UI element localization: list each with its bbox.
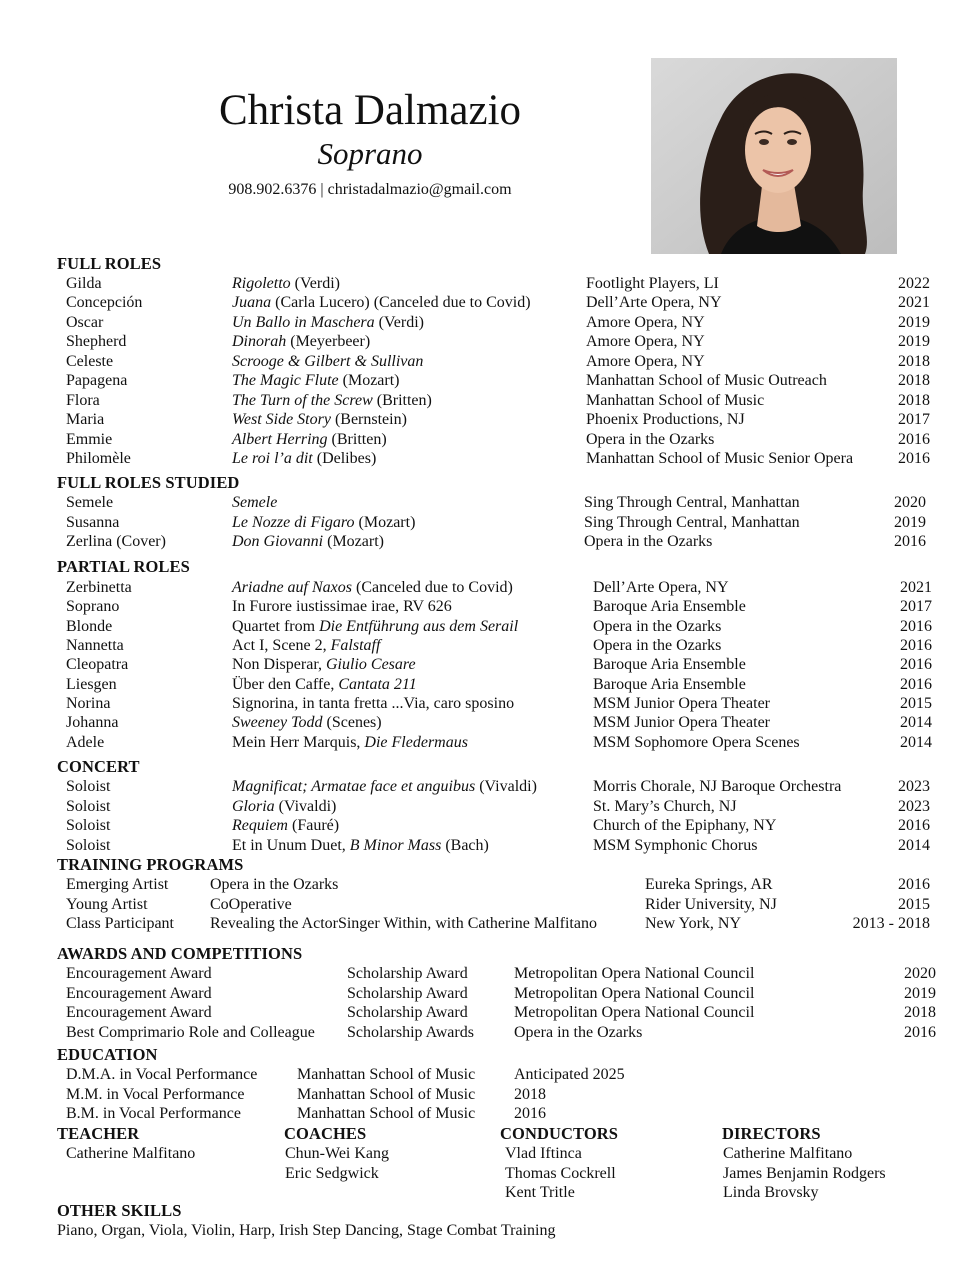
work-prefix: Mein Herr Marquis, (232, 733, 365, 751)
company-name: Amore Opera, NY (586, 313, 705, 331)
table-row (0, 1023, 980, 1043)
award-type: Scholarship Award (347, 1004, 468, 1021)
work-title (232, 410, 407, 430)
company-name: Church of the Epiphany, NY (593, 817, 777, 834)
company-name: Amore Opera, NY (586, 352, 705, 370)
other-skills-text: Piano, Organ, Viola, Violin, Harp, Irish Step Dancing, Stage Combat Training (57, 1222, 556, 1239)
year: 2016 (900, 675, 932, 693)
work-name: Gloria (232, 797, 275, 815)
performer-name: Christa Dalmazio (218, 87, 522, 134)
table-row (0, 430, 980, 450)
director-name: Linda Brovsky (723, 1184, 819, 1201)
year: 2019 (898, 313, 930, 331)
table-row (0, 675, 980, 695)
program-role: Young Artist (66, 895, 148, 913)
work-title (232, 777, 537, 797)
work-name: Semele (232, 494, 278, 511)
program-name: CoOperative (210, 895, 292, 913)
company-name: St. Mary’s Church, NJ (593, 797, 737, 815)
table-row (0, 332, 980, 352)
program-location: Eureka Springs, AR (645, 876, 773, 893)
year: 2016 (900, 617, 932, 635)
work-name: Juana (232, 294, 272, 312)
role-name: Oscar (66, 313, 104, 331)
work-title (232, 655, 416, 675)
school-name: Manhattan School of Music (297, 1085, 476, 1103)
work-title (232, 578, 513, 598)
work-name: Rigoletto (232, 275, 291, 292)
table-row (0, 694, 980, 714)
company-name: Opera in the Ozarks (593, 617, 722, 635)
role-name: Blonde (66, 617, 113, 635)
work-name: Ariadne auf Naxos (232, 579, 352, 596)
work-prefix: Non Disperar, (232, 656, 326, 674)
role-name: Philomèle (66, 450, 131, 468)
table-row (0, 964, 980, 984)
section-title-education: EDUCATION (57, 1045, 158, 1064)
year: 2023 (898, 778, 930, 795)
directors-list (723, 1144, 886, 1203)
award-name: Best Comprimario Role and Colleague (66, 1023, 315, 1041)
work-note: (Fauré) (287, 817, 340, 834)
year: 2016 (900, 637, 932, 655)
year: 2014 (900, 733, 932, 751)
work-name: Scrooge & Gilbert & Sullivan (232, 352, 424, 370)
year: 2016 (904, 1023, 936, 1041)
work-title (232, 797, 336, 817)
table-row (0, 597, 980, 617)
award-name: Encouragement Award (66, 1004, 212, 1021)
company-name: Footlight Players, LI (586, 275, 719, 292)
work-title (232, 532, 384, 552)
work-title (232, 617, 518, 637)
work-note: (Bach) (441, 836, 489, 854)
year: 2016 (898, 876, 930, 893)
section-title-other-skills: OTHER SKILLS (57, 1201, 182, 1220)
award-type: Scholarship Awards (347, 1023, 474, 1041)
year: 2018 (898, 391, 930, 409)
work-prefix: Signorina, in tanta fretta ...Via, caro sposino (232, 695, 515, 713)
work-name: B Minor Mass (349, 836, 442, 854)
year: 2015 (900, 695, 932, 713)
role-name: Celeste (66, 352, 114, 370)
work-prefix: Quartet from (232, 617, 320, 635)
work-name: Giulio Cesare (326, 656, 416, 674)
company-name: Amore Opera, NY (586, 333, 705, 351)
work-note: (Britten) (372, 391, 432, 409)
company-name: MSM Junior Opera Theater (593, 714, 770, 732)
company-name: Baroque Aria Ensemble (593, 656, 746, 674)
role-name: Norina (66, 695, 111, 713)
work-title (232, 636, 380, 656)
year: 2018 (898, 352, 930, 370)
award-type: Scholarship Award (347, 984, 468, 1002)
company-name: MSM Symphonic Chorus (593, 836, 758, 854)
year: 2016 (894, 533, 926, 550)
year: 2019 (894, 513, 926, 531)
table-row (0, 733, 980, 753)
year: 2016 (898, 450, 930, 468)
company-name: Manhattan School of Music Outreach (586, 372, 827, 390)
company-name: Phoenix Productions, NJ (586, 411, 745, 429)
contact-info: 908.902.6376 | christadalmazio@gmail.com (228, 181, 512, 198)
work-note: (Scenes) (322, 714, 382, 732)
work-title (232, 313, 424, 333)
degree-name: B.M. in Vocal Performance (66, 1105, 241, 1122)
work-name: Cantata 211 (338, 675, 417, 693)
award-type: Scholarship Award (347, 965, 468, 982)
coach-name: Eric Sedgwick (285, 1164, 379, 1182)
work-note: (Vivaldi) (274, 797, 337, 815)
table-row (0, 532, 980, 552)
award-organization: Metropolitan Opera National Council (514, 1004, 755, 1021)
year: 2022 (898, 275, 930, 292)
section-title-partial-roles: PARTIAL ROLES (57, 557, 190, 576)
year: 2019 (904, 984, 936, 1002)
work-name: Magnificat; Armatae face et anguibus (232, 778, 476, 795)
year: 2023 (898, 797, 930, 815)
table-row (0, 636, 980, 656)
work-name: Requiem (232, 817, 288, 834)
program-role: Class Participant (66, 915, 174, 932)
teacher-name: Catherine Malfitano (66, 1145, 196, 1162)
role-name: Soprano (66, 598, 120, 616)
work-title (232, 332, 370, 352)
program-role: Emerging Artist (66, 876, 169, 893)
role-name: Emmie (66, 430, 113, 448)
year: 2017 (898, 411, 930, 429)
table-row (0, 1065, 980, 1085)
work-title (232, 513, 415, 533)
work-name: Die Fledermaus (364, 733, 468, 751)
table-row (0, 777, 980, 797)
role-name: Gilda (66, 275, 102, 292)
work-title (232, 675, 417, 695)
company-name: Manhattan School of Music Senior Opera (586, 450, 854, 468)
voice-type: Soprano (317, 136, 423, 171)
year: 2021 (900, 579, 932, 596)
degree-name: D.M.A. in Vocal Performance (66, 1066, 258, 1083)
program-location: Rider University, NJ (645, 895, 777, 913)
work-note: (Carla Lucero) (Canceled due to Covid) (271, 294, 531, 312)
work-title (232, 391, 432, 411)
work-name: Dinorah (232, 333, 287, 351)
role-name: Semele (66, 494, 114, 511)
work-prefix: In Furore iustissimae irae, RV 626 (232, 598, 452, 616)
section-title-directors: DIRECTORS (722, 1124, 821, 1143)
work-name: Die Entführung aus dem Serail (319, 617, 519, 635)
table-row (0, 1085, 980, 1105)
company-name: MSM Junior Opera Theater (593, 695, 770, 713)
conductors-list (505, 1144, 616, 1203)
work-title (232, 493, 277, 513)
year: 2016 (898, 430, 930, 448)
year: 2014 (898, 836, 930, 854)
work-note: (Britten) (327, 430, 387, 448)
work-name: Don Giovanni (232, 533, 324, 550)
work-note: (Mozart) (354, 513, 416, 531)
role-name: Zerlina (Cover) (66, 533, 166, 550)
role-name: Nannetta (66, 637, 124, 655)
work-note: (Delibes) (312, 450, 377, 468)
company-name: Opera in the Ozarks (586, 430, 715, 448)
role-name: Maria (66, 411, 105, 429)
work-name: Le Nozze di Figaro (232, 513, 355, 531)
work-title (232, 733, 468, 753)
table-row (0, 293, 980, 313)
work-title (232, 449, 376, 469)
work-name: West Side Story (232, 411, 331, 429)
work-prefix: Et in Unum Duet, (232, 836, 350, 854)
company-name: MSM Sophomore Opera Scenes (593, 733, 800, 751)
program-name: Opera in the Ozarks (210, 876, 339, 893)
role-name: Liesgen (66, 675, 117, 693)
year: 2017 (900, 598, 932, 616)
work-name: The Turn of the Screw (232, 391, 373, 409)
degree-year: 2018 (514, 1085, 546, 1103)
role-name: Cleopatra (66, 656, 129, 674)
work-title (232, 816, 339, 836)
role-name: Soloist (66, 797, 111, 815)
table-row (0, 578, 980, 598)
table-row (0, 1003, 980, 1023)
school-name: Manhattan School of Music (297, 1066, 476, 1083)
degree-name: M.M. in Vocal Performance (66, 1085, 245, 1103)
work-note: (Vivaldi) (475, 778, 537, 795)
section-title-concert: CONCERT (57, 757, 140, 776)
work-note: (Mozart) (323, 533, 384, 550)
role-name: Shepherd (66, 333, 127, 351)
table-row (0, 371, 980, 391)
teacher-list (66, 1144, 195, 1164)
table-row (0, 410, 980, 430)
work-title (232, 694, 514, 714)
role-name: Concepción (66, 294, 143, 312)
conductor-name: Kent Tritle (505, 1184, 575, 1201)
work-note: (Mozart) (338, 372, 400, 390)
table-row (0, 895, 980, 915)
director-name: Catherine Malfitano (723, 1145, 853, 1162)
table-row (0, 352, 980, 372)
table-row (0, 797, 980, 817)
director-name: James Benjamin Rodgers (723, 1164, 886, 1182)
table-row (0, 493, 980, 513)
work-title (232, 597, 452, 617)
role-name: Adele (66, 733, 105, 751)
company-name: Dell’Arte Opera, NY (586, 294, 722, 312)
award-organization: Opera in the Ozarks (514, 1023, 643, 1041)
work-title (232, 274, 340, 294)
work-name: Un Ballo in Maschera (232, 313, 375, 331)
work-note: (Verdi) (290, 275, 340, 292)
table-row (0, 713, 980, 733)
role-name: Susanna (66, 513, 120, 531)
section-title-conductors: CONDUCTORS (500, 1124, 619, 1143)
work-title (232, 430, 387, 450)
section-title-coaches: COACHES (284, 1124, 367, 1143)
coaches-list (285, 1144, 389, 1183)
year: 2021 (898, 294, 930, 312)
award-name: Encouragement Award (66, 965, 212, 982)
coach-name: Chun-Wei Kang (285, 1145, 390, 1162)
role-name: Flora (66, 391, 100, 409)
year: 2016 (898, 817, 930, 834)
table-row (0, 513, 980, 533)
section-title-full-roles-studied: FULL ROLES STUDIED (57, 473, 240, 492)
year: 2016 (900, 656, 932, 674)
role-name: Zerbinetta (66, 579, 132, 596)
table-row (0, 875, 980, 895)
program-location: New York, NY (645, 915, 742, 932)
section-title-teacher: TEACHER (57, 1124, 140, 1143)
work-prefix: Act I, Scene 2, (232, 637, 331, 655)
company-name: Baroque Aria Ensemble (593, 598, 746, 616)
year: 2018 (898, 372, 930, 390)
table-row (0, 1104, 980, 1124)
company-name: Manhattan School of Music (586, 391, 765, 409)
company-name: Sing Through Central, Manhattan (584, 513, 800, 531)
table-row (0, 391, 980, 411)
table-row (0, 655, 980, 675)
work-title (232, 352, 423, 372)
company-name: Opera in the Ozarks (593, 637, 722, 655)
work-title (232, 713, 382, 733)
table-row (0, 274, 980, 294)
table-row (0, 984, 980, 1004)
work-note: (Meyerbeer) (286, 333, 371, 351)
year: 2014 (900, 714, 932, 732)
award-organization: Metropolitan Opera National Council (514, 984, 755, 1002)
company-name: Baroque Aria Ensemble (593, 675, 746, 693)
table-row (0, 617, 980, 637)
program-name: Revealing the ActorSinger Within, with Catherine Malfitano (210, 915, 597, 932)
work-title (232, 371, 400, 391)
year: 2020 (904, 965, 936, 982)
table-row (0, 836, 980, 856)
company-name: Opera in the Ozarks (584, 533, 713, 550)
section-title-training: TRAINING PROGRAMS (57, 855, 244, 874)
table-row (0, 313, 980, 333)
headshot-photo (651, 58, 897, 254)
work-name: Le roi l’a dit (232, 450, 313, 468)
company-name: Dell’Arte Opera, NY (593, 579, 729, 596)
role-name: Johanna (66, 714, 119, 732)
work-title (232, 293, 531, 313)
work-prefix: Über den Caffe, (232, 675, 339, 693)
section-title-full-roles: FULL ROLES (57, 254, 162, 273)
work-name: Sweeney Todd (232, 714, 323, 732)
year: 2015 (898, 895, 930, 913)
year: 2013 - 2018 (852, 915, 930, 932)
work-title (232, 836, 489, 856)
table-row (0, 449, 980, 469)
work-name: The Magic Flute (232, 372, 339, 390)
role-name: Soloist (66, 836, 111, 854)
work-name: Albert Herring (232, 430, 328, 448)
school-name: Manhattan School of Music (297, 1105, 476, 1122)
role-name: Soloist (66, 817, 111, 834)
year: 2020 (894, 494, 926, 511)
work-note: (Bernstein) (330, 411, 407, 429)
conductor-name: Thomas Cockrell (505, 1164, 616, 1182)
degree-year: 2016 (514, 1105, 546, 1122)
award-name: Encouragement Award (66, 984, 212, 1002)
work-name: Falstaff (330, 637, 381, 655)
year: 2019 (898, 333, 930, 351)
table-row (0, 816, 980, 836)
work-note: (Canceled due to Covid) (352, 579, 513, 596)
role-name: Soloist (66, 778, 111, 795)
section-title-awards: AWARDS AND COMPETITIONS (57, 944, 303, 963)
year: 2018 (904, 1004, 936, 1021)
table-row (0, 914, 980, 934)
company-name: Sing Through Central, Manhattan (584, 494, 800, 511)
conductor-name: Vlad Iftinca (505, 1145, 582, 1162)
award-organization: Metropolitan Opera National Council (514, 965, 755, 982)
company-name: Morris Chorale, NJ Baroque Orchestra (593, 778, 842, 795)
degree-year: Anticipated 2025 (514, 1066, 625, 1083)
role-name: Papagena (66, 372, 128, 390)
work-note: (Verdi) (374, 313, 424, 331)
